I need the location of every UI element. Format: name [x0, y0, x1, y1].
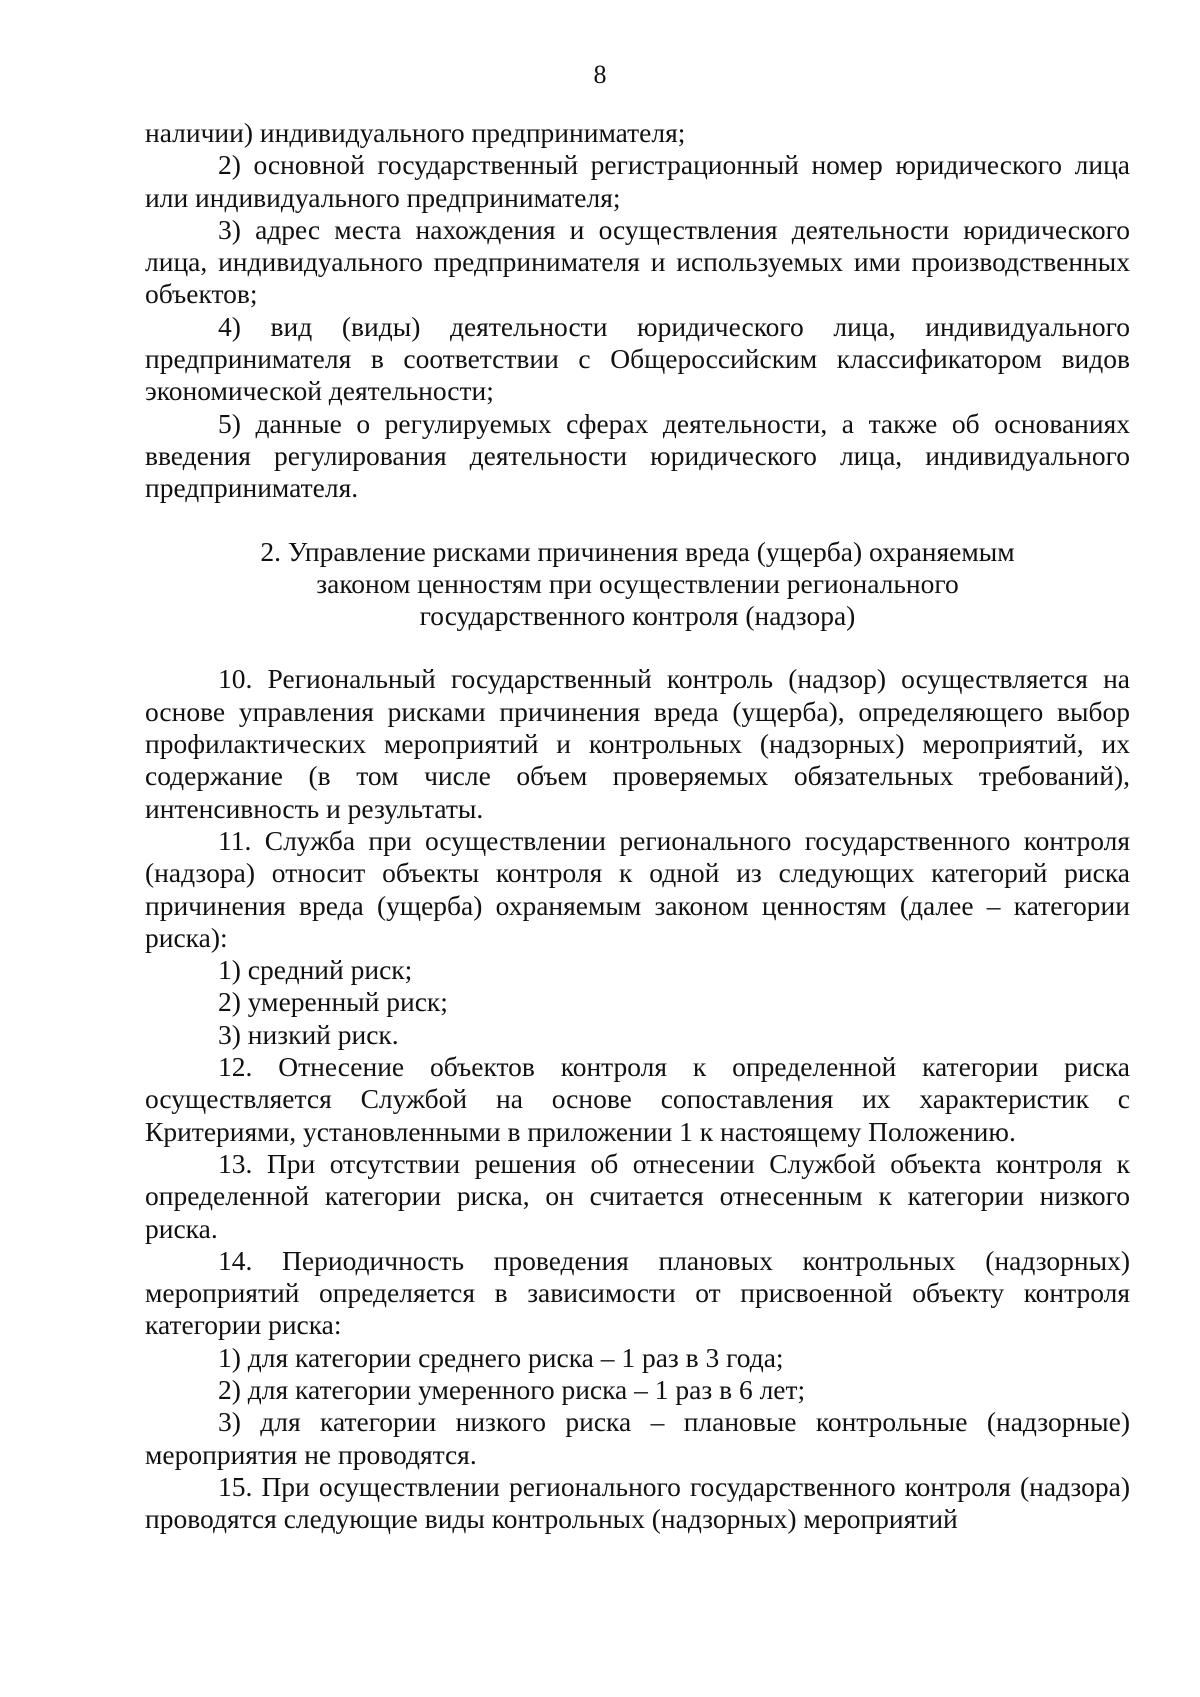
paragraph-continuation: наличии) индивидуального предпринимателя;	[145, 117, 686, 148]
document-body	[145, 117, 1130, 1535]
list-item-moderate-risk: 2) умеренный риск;	[218, 986, 448, 1018]
page-number: 8	[593, 60, 607, 89]
spacer	[145, 632, 1130, 663]
paragraph-12: 12. Отнесение объектов контроля к определенной категории риска осуществляется Службой на основе сопоставления их характеристик с Критериями, установленными в приложении 1 к настоящему Положению.	[145, 1051, 1130, 1147]
list-item-medium-frequency: 1) для категории среднего риска – 1 раз в 3 года;	[218, 1341, 784, 1373]
list-item-low-risk: 3) низкий риск.	[218, 1018, 399, 1050]
list-item-activity-type: 4) вид (виды) деятельности юридического лица, индивидуального предпринимателя в соответствии с Общероссийским классификатором видов экономической деятельности;	[145, 310, 1130, 407]
list-item-address: 3) адрес места нахождения и осуществления деятельности юридического лица, индивидуального предпринимателя и используемых ими производственных объектов;	[145, 213, 1130, 310]
list-item-ogrn: 2) основной государственный регистрационный номер юридического лица или индивидуального предпринимателя;	[145, 149, 1130, 213]
paragraph-15: 15. При осуществлении регионального государственного контроля (надзора) проводятся следующие виды контрольных (надзорных) мероприятий	[145, 1470, 1130, 1535]
section-heading: 2. Управление рисками причинения вреда (ущерба) охраняемым законом ценностям при осуществлении регионального государственного контроля (надзора)	[260, 535, 1015, 632]
paragraph-14: 14. Периодичность проведения плановых контрольных (надзорных) мероприятий определяется в зависимости от присвоенной объекту контроля категории риска:	[145, 1244, 1130, 1341]
list-item-medium-risk: 1) средний риск;	[218, 954, 413, 986]
spacer	[145, 505, 1130, 536]
paragraph-13: 13. При отсутствии решения об отнесении Службой объекта контроля к определенной категории риска, он считается отнесенным к категории низкого риска.	[145, 1147, 1130, 1244]
paragraph-10: 10. Региональный государственный контроль (надзор) осуществляется на основе управления рисками причинения вреда (ущерба), определяющего выбор профилактических мероприятий и контрольных (надзорных) мероприятий, их содержание (в том числе объем проверяемых обязательных требований), интенсивность и результаты.	[145, 663, 1130, 824]
paragraph-11: 11. Служба при осуществлении регионального государственного контроля (надзора) относит объекты контроля к одной из следующих категорий риска причинения вреда (ущерба) охраняемым законом ценностям (далее – категории риска):	[145, 824, 1130, 953]
list-item-moderate-frequency: 2) для категории умеренного риска – 1 раз в 6 лет;	[218, 1373, 806, 1405]
list-item-low-frequency: 3) для категории низкого риска – плановые контрольные (надзорные) мероприятия не проводятся.	[145, 1406, 1130, 1470]
list-item-regulated-spheres: 5) данные о регулируемых сферах деятельности, а также об основаниях введения регулирования деятельности юридического лица, индивидуального предпринимателя.	[145, 407, 1130, 504]
